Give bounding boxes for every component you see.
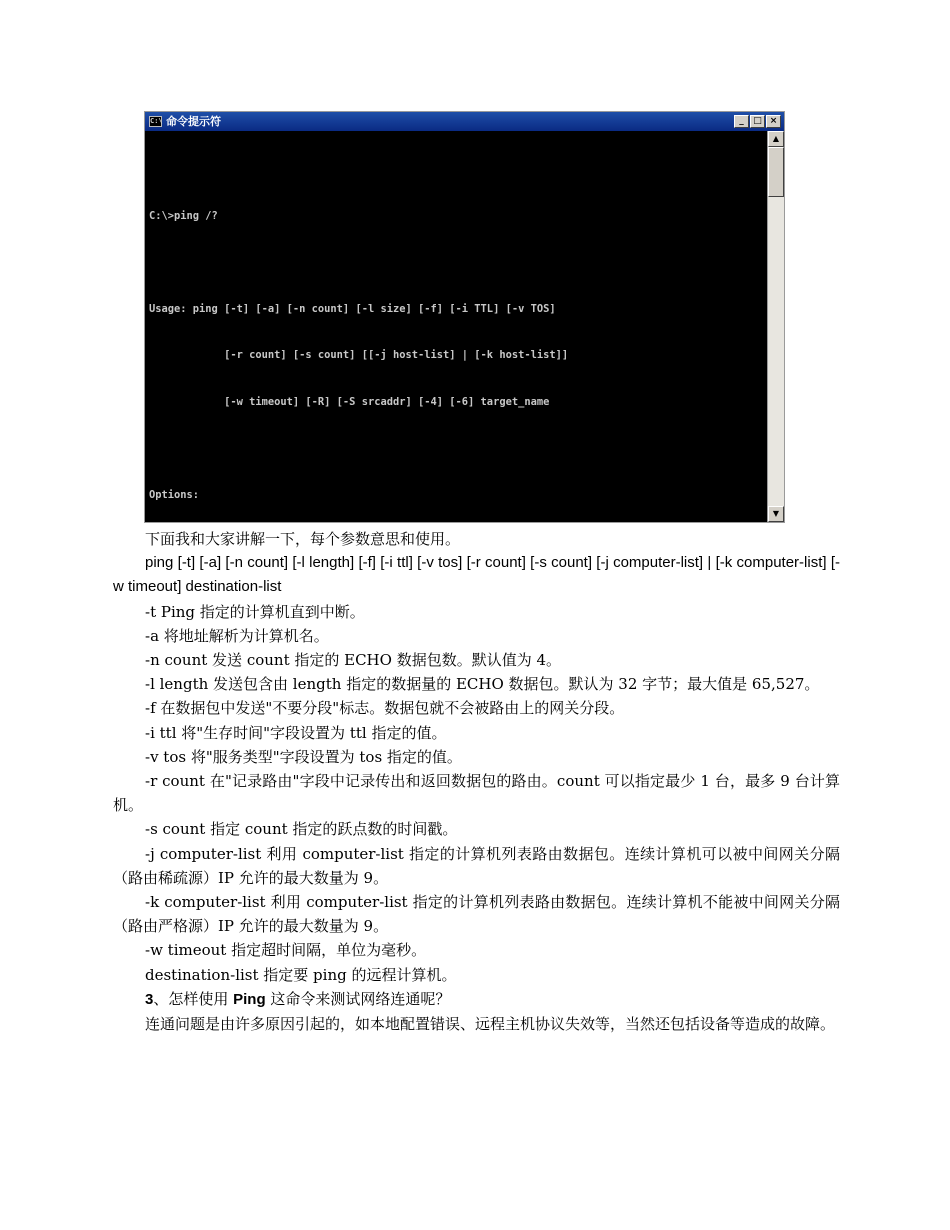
parameter-paragraph: -n count 发送 count 指定的 ECHO 数据包数。默认值为 4。 (145, 651, 562, 670)
parameter-paragraph: -a 将地址解析为计算机名。 (145, 626, 329, 645)
parameter-paragraph: destination-list 指定要 ping 的远程计算机。 (145, 965, 457, 984)
maximize-button[interactable]: □ (750, 115, 765, 128)
console-scrollbar[interactable] (767, 131, 784, 522)
section-heading (113, 987, 840, 1012)
close-button[interactable]: × (766, 115, 781, 128)
section-prefix: 、怎样使用 (153, 989, 234, 1008)
parameter-paragraph: -v tos 将"服务类型"字段设置为 tos 指定的值。 (145, 747, 462, 766)
console-output[interactable] (149, 131, 767, 520)
section-suffix: 这命令来测试网络连通呢？ (265, 989, 451, 1008)
parameter-paragraph: -s count 指定 count 指定的跃点数的时间戳。 (145, 820, 458, 839)
ping-syntax-paragraph: ping [-t] [-a] [-n count] [-l length] [-f] [-i ttl] [-v tos] [-r count] [-s count] [-j computer-list] | [-k computer-list] [-w timeout] destination-list (113, 554, 840, 596)
document-body (113, 527, 840, 1036)
parameter-paragraph: -w timeout 指定超时间隔，单位为毫秒。 (145, 941, 427, 960)
scroll-thumb[interactable] (768, 147, 784, 197)
minimize-button[interactable]: _ (734, 115, 749, 128)
console-prompt-line: C:\>ping /? (149, 209, 218, 222)
parameter-paragraph: -t Ping 指定的计算机直到中断。 (145, 602, 365, 621)
console-app-icon[interactable]: C:\ (150, 117, 163, 125)
window-title: 命令提示符 (166, 115, 221, 128)
parameter-paragraph: -j computer-list 利用 computer-list 指定的计算机列表路由数据包。连续计算机可以被中间网关分隔（路由稀疏源）IP 允许的最大数量为 9。 (113, 844, 840, 887)
console-options-header: Options: (149, 488, 200, 501)
parameter-paragraph: -l length 发送包含由 length 指定的数据量的 ECHO 数据包。默认为 32 字节；最大值是 65,527。 (145, 675, 820, 694)
scroll-up-arrow-icon[interactable]: ▲ (768, 131, 784, 147)
command-prompt-window (144, 111, 785, 523)
section-keyword: Ping (233, 990, 266, 1008)
console-usage-line: [-w timeout] [-R] [-S srcaddr] [-4] [-6] target_name (149, 395, 550, 408)
parameter-descriptions (113, 600, 840, 987)
parameter-paragraph: -r count 在"记录路由"字段中记录传出和返回数据包的路由。count 可以指定最少 1 台，最多 9 台计算机。 (113, 772, 840, 815)
parameter-paragraph: -f 在数据包中发送"不要分段"标志。数据包就不会被路由上的网关分段。 (145, 699, 625, 718)
closing-paragraph: 连通问题是由许多原因引起的，如本地配置错误、远程主机协议失效等，当然还包括设备等造成的故障。 (145, 1015, 836, 1034)
intro-paragraph: 下面我和大家讲解一下，每个参数意思和使用。 (145, 530, 461, 548)
window-titlebar[interactable] (145, 112, 784, 131)
section-number: 3 (145, 990, 154, 1008)
console-usage-line: [-r count] [-s count] [[-j host-list] | [-k host-list]] (149, 349, 569, 361)
parameter-paragraph: -i ttl 将"生存时间"字段设置为 ttl 指定的值。 (145, 723, 447, 742)
console-usage-line: Usage: ping [-t] [-a] [-n count] [-l size] [-f] [-i TTL] [-v TOS] (149, 302, 556, 315)
scroll-down-arrow-icon[interactable]: ▼ (768, 506, 784, 522)
parameter-paragraph: -k computer-list 利用 computer-list 指定的计算机列表路由数据包。连续计算机不能被中间网关分隔（路由严格源）IP 允许的最大数量为 9。 (113, 893, 840, 936)
